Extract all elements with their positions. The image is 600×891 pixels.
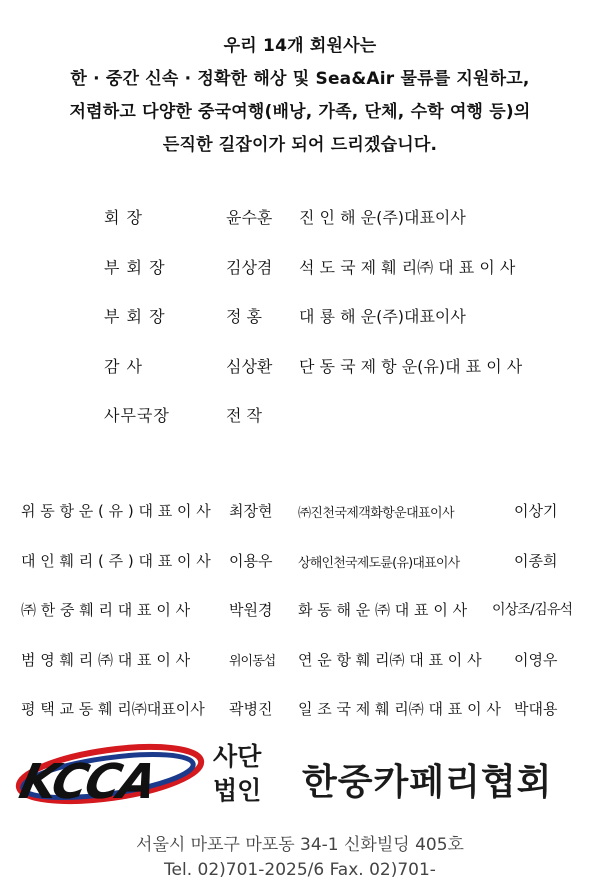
officer-name: 김상겸 [226,257,273,277]
intro-line: 든직한 길잡이가 되어 드리겠습니다. [162,135,438,155]
member-row [0,599,600,649]
member-name: 이종희 [514,551,558,570]
member-company: 평 택 교 동 훼 리㈜대표이사 [21,700,205,718]
kcca-logo [10,738,205,813]
officer-row [0,205,600,255]
member-company: 연 운 항 훼 리㈜ 대 표 이 사 [298,650,482,669]
corporation-label [213,740,261,808]
officer-title: 사무국장 [104,406,170,425]
officer-title: 부 회 장 [104,307,166,326]
member-company: 일 조 국 제 훼 리㈜ 대 표 이 사 [298,700,501,718]
member-company: 범 영 훼 리 ㈜ 대 표 이 사 [21,650,191,669]
member-company: 상해인천국제도륜(유)대표이사 [298,555,460,571]
officer-company: 진 인 해 운(주)대표이사 [299,208,466,227]
member-company: 화 동 해 운 ㈜ 대 표 이 사 [298,601,468,619]
officer-name: 정 홍 [226,307,262,326]
association-logo [0,738,600,818]
officer-row [0,304,600,354]
member-name: 최장현 [229,502,273,520]
officer-title: 부 회 장 [104,257,166,277]
members-list [0,500,600,748]
member-row [0,649,600,699]
member-name: 위이동섭 [229,653,276,669]
member-name: 이용우 [229,551,273,570]
logo-text: KCCA [14,754,161,810]
member-company: ㈜진천국제객화항운대표이사 [298,506,454,521]
officer-name: 전 작 [226,406,262,425]
footer-address: 서울시 마포구 마포동 34-1 신화빌딩 405호 [136,835,464,855]
officer-company: 단 동 국 제 항 운(유)대 표 이 사 [299,356,523,376]
member-row [0,550,600,600]
officer-title: 회 장 [104,208,143,227]
officer-row [0,354,600,404]
intro-text [0,30,600,162]
officer-company: 대 룡 해 운(주)대표이사 [299,307,466,326]
member-name: 이영우 [514,650,558,669]
officer-name: 심상환 [226,356,273,376]
officers-list [0,205,600,453]
officer-company: 석 도 국 제 훼 리㈜ 대 표 이 사 [299,257,516,277]
intro-line: 저렴하고 다양한 중국여행(배낭, 가족, 단체, 수학 여행 등)의 [69,102,531,122]
member-company: 위 동 항 운 ( 유 ) 대 표 이 사 [21,502,211,520]
officer-row [0,403,600,453]
officer-title: 감 사 [104,356,143,376]
footer-contact [0,833,600,883]
organization-name: 한중카페리협회 [302,761,553,803]
footer-phone: Tel. 02)701-2025/6 Fax. 02)701- [164,860,436,880]
member-name: 박원경 [229,601,273,619]
member-name: 박대용 [514,700,558,718]
corporation-label-line: 법인 [213,776,262,805]
intro-line: 한 · 중간 신속 · 정확한 해상 및 Sea&Air 물류를 지원하고, [70,69,530,89]
member-name: 이상기 [514,502,558,520]
member-name: 곽병진 [229,700,273,718]
officer-name: 윤수훈 [226,208,273,227]
member-row [0,500,600,550]
member-company: ㈜ 한 중 훼 리 대 표 이 사 [21,601,191,619]
corporation-label-line: 사단 [213,742,262,771]
member-company: 대 인 훼 리 ( 주 ) 대 표 이 사 [21,551,211,570]
officer-row [0,255,600,305]
intro-line: 우리 14개 회원사는 [223,36,377,56]
member-name: 이상조/김유석 [492,602,573,618]
